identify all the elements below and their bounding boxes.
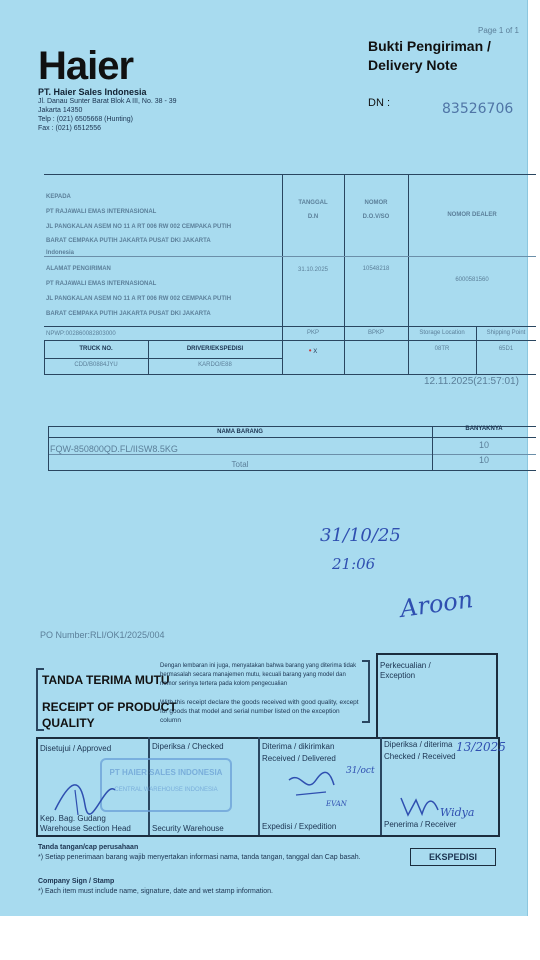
haier-logo: Haier — [38, 44, 134, 88]
dn-number: 83526706 — [442, 101, 514, 117]
mutu-text-id: Dengan lembaran ini juga, menyatakan bahwa barang yang diterima tidak bermasalah secara manajemen mutu, kecuali barang yang model dan nomor serinya tertera pada kolom pengecualian — [160, 663, 357, 687]
pengiriman-address-2: BARAT CEMPAKA PUTIH JAKARTA PUSAT DKI JAKARTA — [46, 311, 211, 317]
item-qty: 10 — [478, 440, 489, 450]
hw-receiver-name: Widya — [440, 806, 475, 819]
note-company-stamp-en-rule: *) Each item must include name, signature, date and wet stamp information. — [38, 888, 274, 895]
note-company-stamp-id-rule: *) Setiap penerimaan barang wajib menyertakan informasi nama, tanda tangan, tanggal dan Cap basah. — [38, 854, 361, 861]
col-nomor-sub: D.O.V/SO — [362, 214, 390, 220]
mutu-title-en-2: QUALITY — [42, 716, 95, 730]
col-dealer: NOMOR DEALER — [447, 212, 497, 218]
signature-receiver-mark — [398, 790, 443, 820]
col-banyaknya: BANYAKNYA — [465, 426, 503, 432]
kepada-address-1: JL PANGKALAN ASEM NO 11 A RT 006 RW 002 CEMPAKA PUTIH — [46, 224, 232, 230]
ekspedisi-box: EKSPEDISI — [410, 848, 496, 866]
item-name: FQW-850800QD.FL/IISW8.5KG — [50, 444, 178, 454]
col-truck: TRUCK NO. — [79, 346, 113, 352]
signature-approved-mark — [50, 770, 120, 815]
sig-approved-label: Disetujui / Approved — [40, 744, 112, 753]
po-number: PO Number:RLI/OK1/2025/004 — [40, 630, 165, 640]
sig-foot-2: Security Warehouse — [152, 824, 224, 833]
dn-label: DN : — [368, 97, 390, 109]
kepada-name: PT RAJAWALI EMAS INTERNASIONAL — [46, 209, 157, 215]
val-nomor: 10548218 — [362, 266, 390, 272]
col-driver: DRIVER/EKSPEDISI — [186, 346, 244, 352]
doc-title-2: Delivery Note — [368, 57, 458, 73]
total-qty: 10 — [478, 455, 489, 465]
signature-received-mark — [286, 770, 336, 800]
col-pkp: PKP — [306, 330, 319, 336]
mutu-title-en-1: RECEIPT OF PRODUCT — [42, 700, 177, 714]
company-address-1: Jl. Danau Sunter Barat Blok A III, No. 38 - 39 — [38, 98, 177, 105]
col-tanggal: TANGGAL — [298, 200, 328, 206]
mutu-title-id: TANDA TERIMA MUTU — [42, 673, 170, 687]
pengiriman-address-1: JL PANGKALAN ASEM NO 11 A RT 006 RW 002 CEMPAKA PUTIH — [46, 296, 232, 302]
handwritten-time: 21:06 — [332, 555, 376, 573]
note-company-stamp-id: Tanda tangan/cap perusahaan — [38, 844, 139, 851]
val-tanggal: 31.10.2025 — [297, 267, 329, 273]
stamp-line-2: CENTRAL WAREHOUSE INDONESIA — [114, 787, 218, 793]
page-label: Page 1 of 1 — [478, 26, 519, 35]
pengiriman-label: ALAMAT PENGIRIMAN — [46, 266, 111, 272]
val-driver: KARDO/E88 — [198, 362, 232, 368]
mutu-text-en: With this receipt declare the goods received with good quality, except for goods that model and serial number listed on the exception column — [160, 699, 359, 724]
val-dealer: 6000581560 — [455, 277, 489, 283]
npwp: NPWP:002860082803000 — [46, 331, 116, 337]
col-shipping: Shipping Point — [486, 330, 526, 336]
kepada-label: KEPADA — [46, 194, 71, 200]
sig-foot-1b: Warehouse Section Head — [40, 824, 131, 833]
stamp-line-1: PT HAIER SALES INDONESIA — [109, 768, 223, 777]
sig-foot-3: Expedisi / Expedition — [262, 822, 337, 831]
col-nomor: NOMOR — [364, 200, 388, 206]
col-nama-barang: NAMA BARANG — [217, 429, 263, 435]
kepada-country: Indonesia — [46, 250, 75, 256]
handwritten-date: 31/10/25 — [320, 525, 401, 546]
col-storage: Storage Location — [419, 330, 465, 336]
note-company-stamp-en: Company Sign / Stamp — [38, 878, 115, 885]
exception-label: Perkecualian / Exception — [380, 661, 431, 680]
col-tanggal-sub: D.N — [307, 214, 319, 220]
sig-foot-4: Penerima / Receiver — [384, 820, 457, 829]
val-shipping: 65D1 — [498, 346, 514, 352]
doc-title-1: Bukti Pengiriman / — [368, 38, 491, 54]
pengiriman-name: PT RAJAWALI EMAS INTERNASIONAL — [46, 281, 157, 287]
sig-checked-received-label: Diperiksa / diterima — [384, 740, 453, 749]
sig-checked-received-label-2: Checked / Received — [384, 752, 456, 761]
hw-date-right: 13/2025 — [456, 740, 506, 754]
company-fax: Fax : (021) 6512556 — [38, 125, 102, 132]
val-truck: CDD/B0884JYU — [74, 362, 118, 368]
sig-received-label-2: Received / Delivered — [262, 754, 336, 763]
sig-foot-1a: Kep. Bag. Gudang — [40, 814, 106, 823]
sig-checked-label: Diperiksa / Checked — [152, 742, 224, 751]
company-address-2: Jakarta 14350 — [38, 107, 83, 114]
print-timestamp: 12.11.2025(21:57:01) — [424, 376, 519, 387]
total-label: Total — [231, 460, 249, 469]
hw-name: EVAN — [326, 800, 347, 808]
company-telp: Telp : (021) 6505668 (Hunting) — [38, 116, 133, 123]
col-bpkp: BPKP — [367, 330, 384, 336]
val-storage: 08TR — [434, 346, 450, 352]
val-pkp: • X — [308, 346, 318, 355]
sig-received-label: Diterima / dikirimkan — [262, 742, 335, 751]
handwritten-signature: Aroon — [398, 585, 475, 623]
hw-date-mid: 31/oct — [346, 766, 375, 776]
kepada-address-2: BARAT CEMPAKA PUTIH JAKARTA PUSAT DKI JAKARTA — [46, 238, 211, 244]
company-name: PT. Haier Sales Indonesia — [38, 87, 147, 97]
